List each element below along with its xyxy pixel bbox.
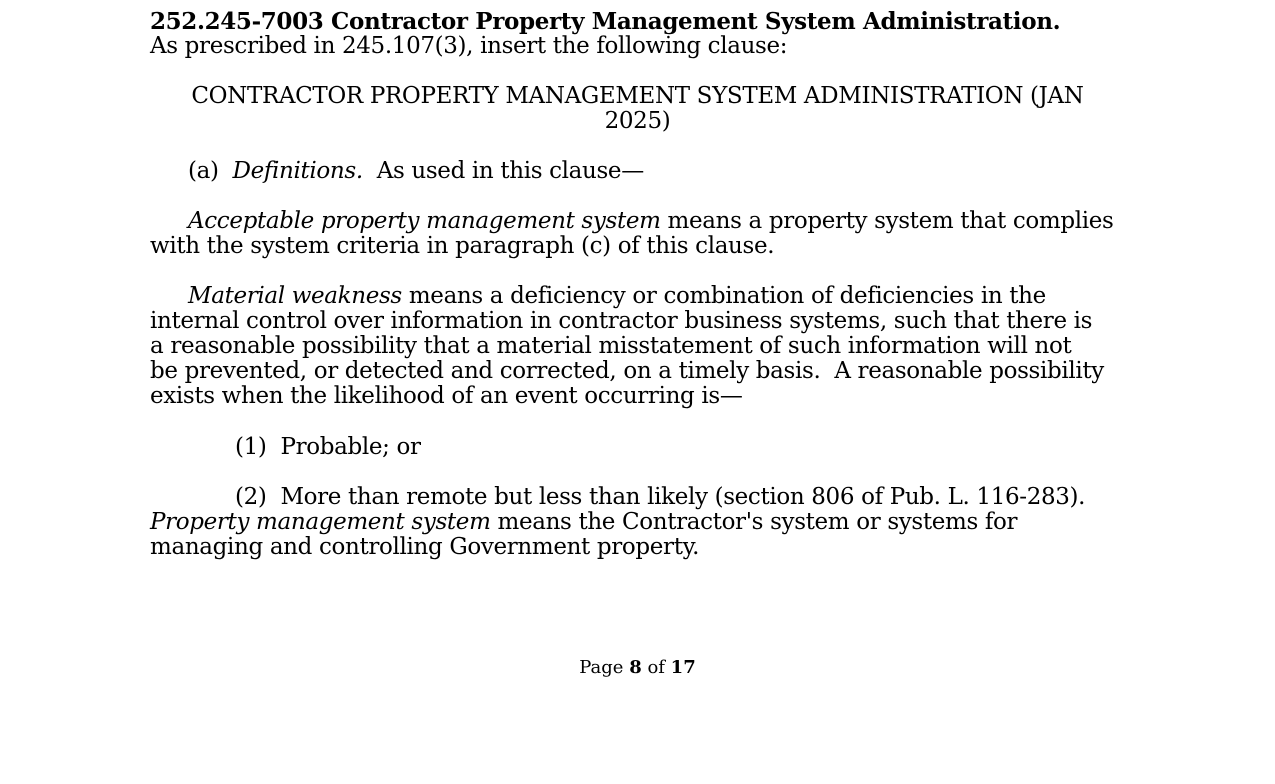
paragraph-a-term: Definitions. <box>232 158 363 184</box>
definition-2-line-3: a reasonable possibility that a material misstatement of such information will not <box>150 333 1072 359</box>
page-label: Page <box>579 657 630 678</box>
definition-2-line-4: be prevented, or detected and corrected, on a timely basis. A reasonable possibility <box>150 358 1104 384</box>
list-item-1: (1) Probable; or <box>235 434 421 460</box>
definition-2-line-1 <box>188 284 1046 309</box>
page-total: 17 <box>670 657 696 678</box>
section-heading: 252.245-7003 Contractor Property Management System Administration. <box>150 8 1061 35</box>
of-label: of <box>641 657 671 678</box>
definition-2-line-5: exists when the likelihood of an event occurring is— <box>150 383 743 409</box>
definition-2-text: means a deficiency or combination of deficiencies in the <box>401 283 1046 309</box>
definition-1-text: means a property system that complies <box>660 208 1114 234</box>
definition-3-line-2: managing and controlling Government property. <box>150 534 700 560</box>
definition-2-line-2: internal control over information in contractor business systems, such that there is <box>150 308 1093 334</box>
definition-3-text: means the Contractor's system or systems for <box>490 509 1018 535</box>
page-number: 8 <box>629 657 642 678</box>
paragraph-a-rest: As used in this clause— <box>362 158 644 184</box>
list-item-2: (2) More than remote but less than likely (section 806 of Pub. L. 116-283). <box>235 484 1086 510</box>
definition-3-term: Property management system <box>150 509 491 535</box>
definition-1-line-1 <box>188 209 1113 234</box>
paragraph-a <box>188 159 644 184</box>
page-footer <box>0 656 1275 680</box>
definition-1-line-2: with the system criteria in paragraph (c) of this clause. <box>150 233 775 259</box>
definition-2-term: Material weakness <box>188 283 402 309</box>
paragraph-a-prefix: (a) <box>188 158 233 184</box>
definition-3-line-1 <box>150 510 1017 535</box>
prescription-text: As prescribed in 245.107(3), insert the following clause: <box>150 33 788 59</box>
clause-title-line-2: 2025) <box>604 108 671 134</box>
definition-1-term: Acceptable property management system <box>188 208 661 234</box>
clause-title-line-1: CONTRACTOR PROPERTY MANAGEMENT SYSTEM ADMINISTRATION (JAN <box>191 83 1084 109</box>
